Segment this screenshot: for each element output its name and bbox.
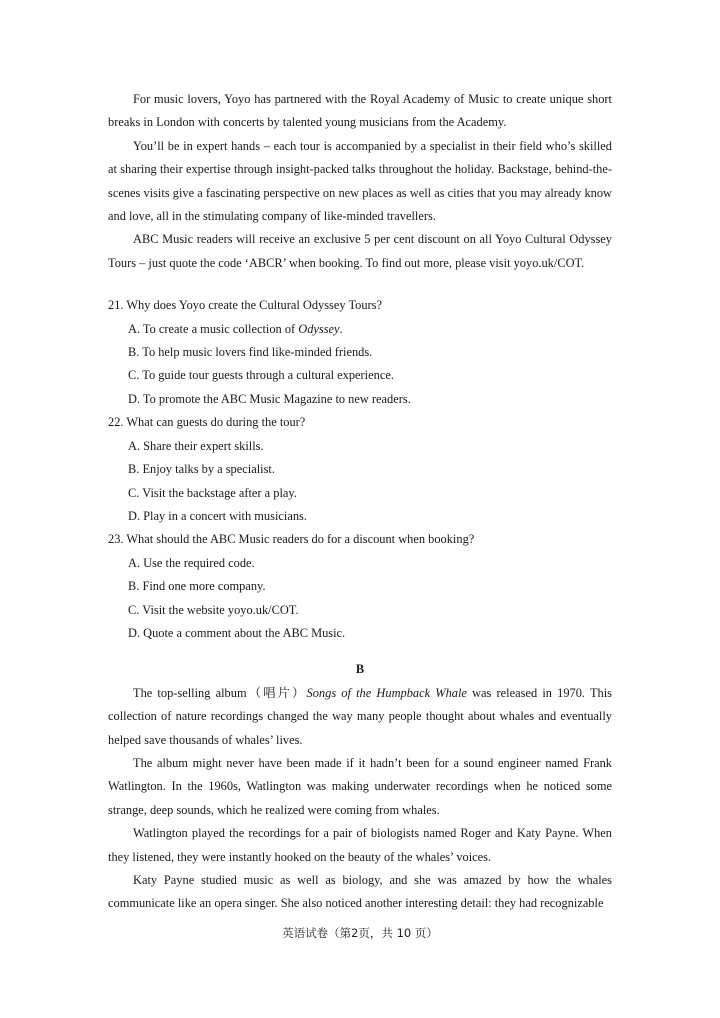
- spacer: [108, 275, 612, 294]
- passage-b-paragraph-1: [108, 682, 612, 752]
- option-italic-text: Odyssey: [298, 321, 340, 336]
- passage-b: [108, 682, 612, 916]
- question-23-option-b: B. Find one more company.: [128, 579, 266, 594]
- question-22: 22. What can guests do during the tour?: [108, 415, 306, 430]
- document-page: [108, 88, 612, 916]
- album-title: Songs of the Humpback Whale: [306, 685, 467, 700]
- passage-b-paragraph-3: Watlington played the recordings for a pair of biologists named Roger and Katy Payne. When they listened, they were instantly hooked on the beauty of the whales’ voices.: [108, 826, 612, 864]
- question-22-option-d: D. Play in a concert with musicians.: [128, 508, 307, 523]
- question-21-option-a: [108, 318, 612, 341]
- passage-a-paragraph-3: ABC Music readers will receive an exclusive 5 per cent discount on all Yoyo Cultural Odyssey Tours – just quote the code ‘ABCR’ when booking. To find out more, please visit yoyo.uk/COT.: [108, 232, 612, 270]
- question-21-option-d: D. To promote the ABC Music Magazine to new readers.: [128, 391, 411, 406]
- passage-a-paragraph-2: You’ll be in expert hands – each tour is accompanied by a specialist in their field who’s skilled at sharing their expertise through insight-packed talks throughout the holiday. Backstage, behind-the-scenes visits give a fascinating perspective on new places as well as cities that you may already know and love, all in the stimulating company of like-minded travellers.: [108, 138, 612, 224]
- option-text-end: .: [339, 321, 343, 336]
- page-footer: 英语试卷（第2页，共 10 页）: [282, 926, 438, 940]
- question-23-option-c: C. Visit the website yoyo.uk/COT.: [128, 602, 299, 617]
- question-21: 21. Why does Yoyo create the Cultural Odyssey Tours?: [108, 298, 382, 313]
- question-23: 23. What should the ABC Music readers do for a discount when booking?: [108, 532, 475, 547]
- passage-a-paragraph-1: For music lovers, Yoyo has partnered with the Royal Academy of Music to create unique short breaks in London with concerts by talented young musicians from the Academy.: [108, 92, 612, 130]
- passage-b-paragraph-2: The album might never have been made if it hadn’t been for a sound engineer named Frank Watlington. In the 1960s, Watlington was making underwater recordings when he noticed some strange, deep sounds, which he realized were coming from whales.: [108, 755, 612, 817]
- passage-b-paragraph-4: Katy Payne studied music as well as biology, and she was amazed by how the whales communicate like an opera singer. She also noticed another interesting detail: they had recognizable: [108, 873, 612, 911]
- passage-a: [108, 88, 612, 275]
- intro-text: The top-selling album（唱片）: [133, 685, 307, 700]
- question-22-option-b: B. Enjoy talks by a specialist.: [128, 462, 275, 477]
- question-21-option-c: C. To guide tour guests through a cultural experience.: [128, 368, 394, 383]
- question-22-option-a: A. Share their expert skills.: [128, 438, 264, 453]
- question-23-option-d: D. Quote a comment about the ABC Music.: [128, 625, 346, 640]
- question-23-option-a: A. Use the required code.: [128, 555, 255, 570]
- option-text: A. To create a music collection of: [128, 321, 299, 336]
- section-b-heading: B: [355, 662, 365, 677]
- question-21-option-b: B. To help music lovers find like-minded friends.: [128, 345, 373, 360]
- intro-text-end: was released in 1970. This collection of nature recordings changed the way many people thought about whales and eventually helped save thousands of whales’ lives.: [108, 685, 612, 747]
- question-block: [108, 294, 612, 645]
- question-22-option-c: C. Visit the backstage after a play.: [128, 485, 297, 500]
